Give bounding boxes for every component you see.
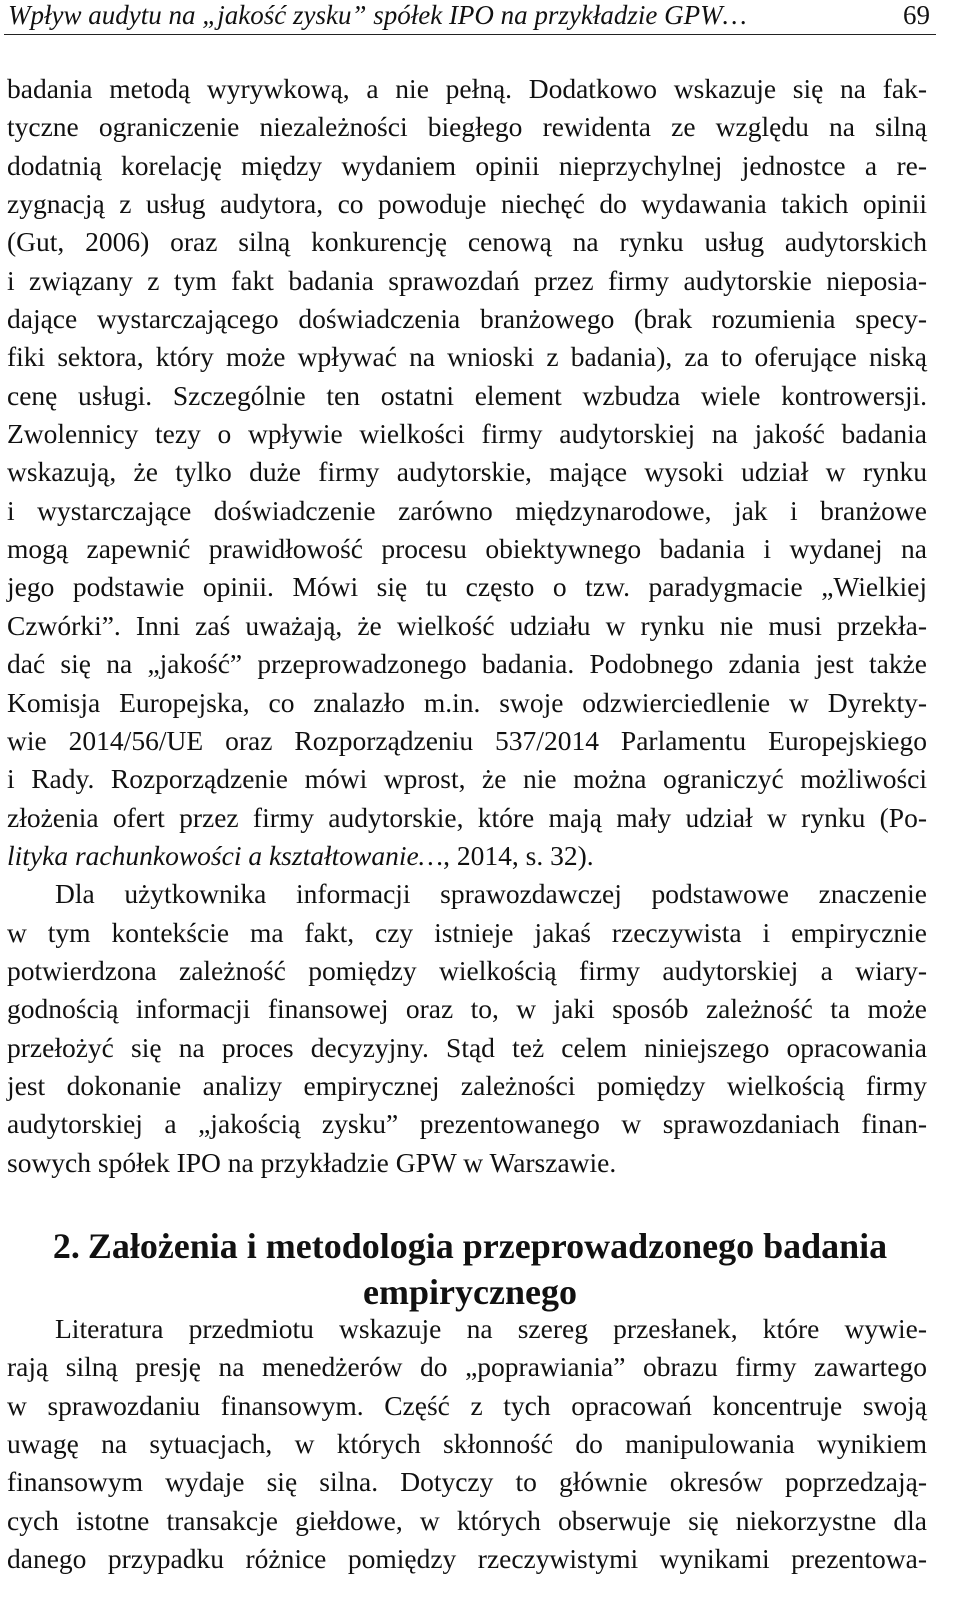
paragraph-3 xyxy=(7,1310,927,1578)
text-line: i związany z tym fakt badania sprawozdań przez firmy audytorskie nieposia- xyxy=(7,264,927,296)
text-line: złożenia ofert przez firmy audytorskie, które mają mały udział w rynku (Po- xyxy=(7,801,927,833)
text-line: rają silną presję na menedżerów do „poprawiania” obrazu firmy zawartego xyxy=(7,1351,927,1383)
text-line: finansowym wydaje się silna. Dotyczy to głównie okresów poprzedzają- xyxy=(7,1466,927,1498)
section-title-part-2: empirycznego xyxy=(363,1271,577,1312)
paragraph-2 xyxy=(7,875,927,1182)
text-line: badania metodą wyrywkową, a nie pełną. Dodatkowo wskazuje się na fak- xyxy=(7,73,927,104)
text-line: Zwolennicy tezy o wpływie wielkości firmy audytorskiej na jakość badania xyxy=(7,418,927,450)
text-line: fiki sektora, który może wpływać na wnioski z badania), za to oferujące niską xyxy=(7,341,927,373)
text-line: i wystarczające doświadczenie zarówno międzynarodowe, jak i branżowe xyxy=(7,494,927,526)
section-heading xyxy=(0,1223,940,1315)
running-head-title: Wpływ audytu na „jakość zysku” spółek IPO na przykładzie GPW… xyxy=(8,0,747,30)
text-line: zygnacją z usług audytora, co powoduje niechęć do wydawania takich opinii xyxy=(7,188,927,220)
section-heading-line-1 xyxy=(53,1226,887,1266)
body-text xyxy=(7,70,927,1182)
text-line: potwierdzona zależność pomiędzy wielkością firmy audytorskiej a wiary- xyxy=(7,954,927,986)
text-line: Czwórki”. Inni zaś uważają, że wielkość udziału w rynku nie musi przekła- xyxy=(7,609,927,641)
text-line: (Gut, 2006) oraz silną konkurencję cenową na rynku usług audytorskich xyxy=(7,226,927,258)
text-line: i Rady. Rozporządzenie mówi wprost, że nie można ograniczyć możliwości xyxy=(7,763,927,795)
paragraph-1 xyxy=(7,70,927,875)
page-number: 69 xyxy=(903,0,930,30)
text-line: tyczne ograniczenie niezależności biegłego rewidenta ze względu na silną xyxy=(7,111,927,143)
text-line xyxy=(7,837,927,875)
text-line: wskazują, że tylko duże firmy audytorskie, mające wysoki udział w rynku xyxy=(7,456,927,488)
text-line: przełożyć się na proces decyzyjny. Stąd też celem niniejszego opracowania xyxy=(7,1031,927,1063)
text-line: w tym kontekście ma fakt, czy istnieje jakaś rzeczywista i empirycznie xyxy=(7,916,927,948)
citation-details: , 2014, s. 32). xyxy=(443,839,594,871)
text-line: w sprawozdaniu finansowym. Część z tych opracowań koncentruje swoją xyxy=(7,1389,927,1421)
text-line: jest dokonanie analizy empirycznej zależności pomiędzy wielkością firmy xyxy=(7,1069,927,1101)
text-line: jego podstawie opinii. Mówi się tu często o tzw. paradygmacie „Wielkiej xyxy=(7,571,927,603)
citation-title: lityka rachunkowości a kształtowanie… xyxy=(7,839,444,871)
text-line: sowych spółek IPO na przykładzie GPW w Warszawie. xyxy=(7,1146,617,1178)
text-line: wie 2014/56/UE oraz Rozporządzeniu 537/2014 Parlamentu Europejskiego xyxy=(7,724,927,756)
text-line: dać się na „jakość” przeprowadzonego badania. Podobnego zdania jest także xyxy=(7,648,927,680)
text-line: cenę usługi. Szczególnie ten ostatni element wzbudza wiele kontrowersji. xyxy=(7,379,927,411)
text-line: uwagę na sytuacjach, w których skłonność do manipulowania wynikiem xyxy=(7,1428,927,1460)
text-line: danego przypadku różnice pomiędzy rzeczywistymi wynikami prezentowa- xyxy=(7,1543,927,1575)
text-line: godnością informacji finansowej oraz to, w jaki sposób zależność ta może xyxy=(7,993,927,1025)
text-line: mogą zapewnić prawidłowość procesu obiektywnego badania i wydanej na xyxy=(7,533,927,565)
text-line: dające wystarczającego doświadczenia branżowego (brak rozumienia specy- xyxy=(7,303,927,335)
section-title-part-1: Założenia i metodologia przeprowadzonego badania xyxy=(87,1225,888,1266)
text-line: dodatnią korelację między wydaniem opinii nieprzychylnej jednostce a re- xyxy=(7,149,927,181)
text-line: audytorskiej a „jakością zysku” prezentowanego w sprawozdaniach finan- xyxy=(7,1108,927,1140)
section-number: 2. xyxy=(52,1225,80,1266)
text-line: Komisja Europejska, co znalazło m.in. swoje odzwierciedlenie w Dyrekty- xyxy=(7,686,927,718)
text-line: Literatura przedmiotu wskazuje na szereg przesłanek, które wywie- xyxy=(55,1313,927,1344)
running-head xyxy=(4,0,936,35)
text-line: Dla użytkownika informacji sprawozdawczej podstawowe znaczenie xyxy=(55,878,927,910)
text-line: cych istotne transakcje giełdowe, w których obserwuje się niekorzystne dla xyxy=(7,1504,927,1536)
